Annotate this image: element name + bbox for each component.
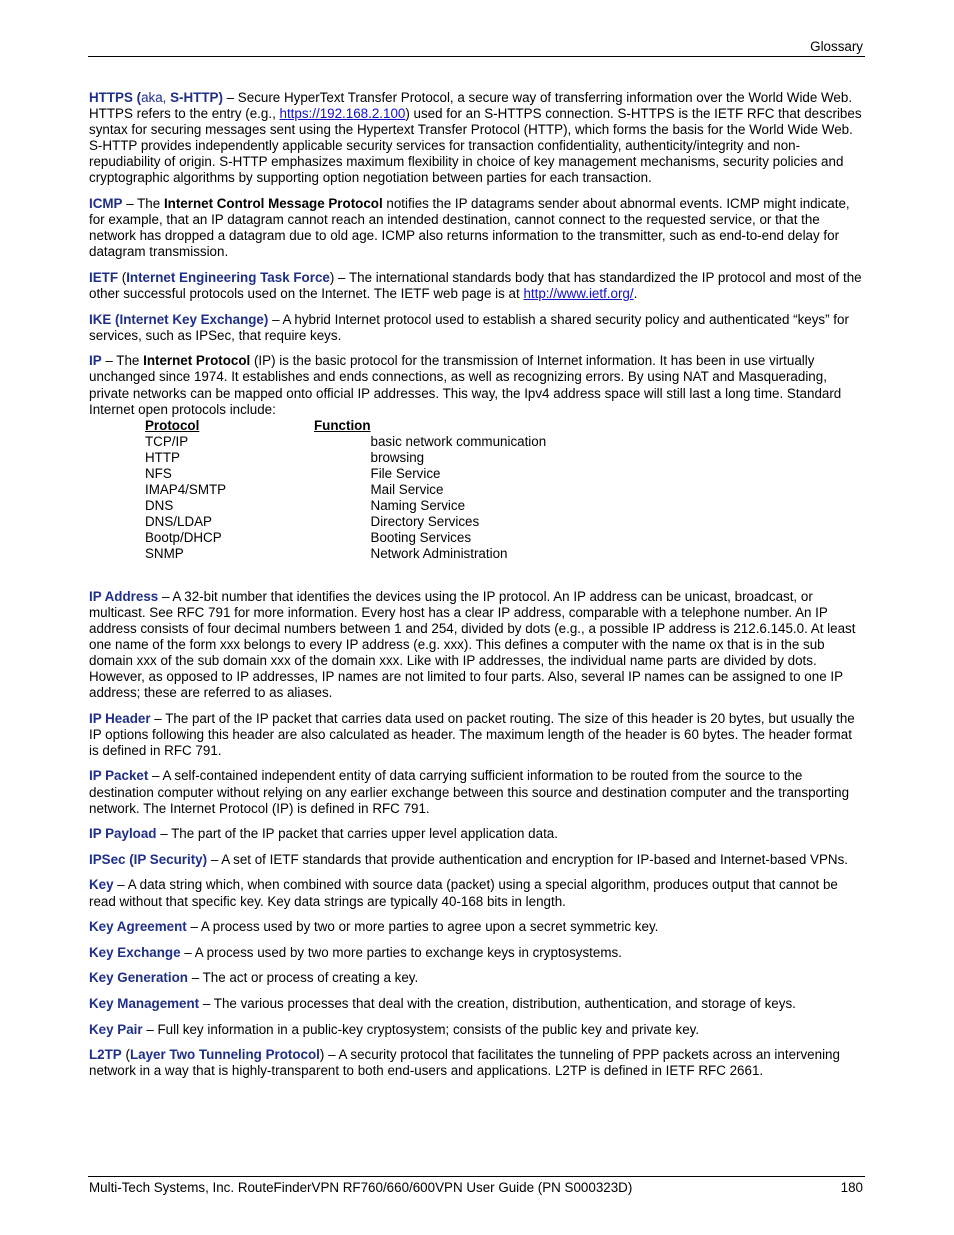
term-key-management: Key Management bbox=[89, 995, 200, 1011]
entry-key-generation bbox=[89, 970, 865, 986]
entry-icmp bbox=[89, 196, 865, 260]
icmp-full-name: Internet Control Message Protocol bbox=[163, 196, 383, 212]
col-header-spacer bbox=[371, 418, 547, 434]
definition-text: – The part of the IP packet that carries data used on packet routing. The size of this header is 20 bytes, but usually the IP options following this header are also calculated as header. The maximum length of the header is 60 bytes. The header format is defined in RFC 791. bbox=[89, 710, 855, 758]
col-header-function: Function bbox=[314, 417, 371, 433]
term-ipsec: IPSec (IP Security) bbox=[89, 851, 208, 867]
https-example-link[interactable]: https://192.168.2.100 bbox=[279, 106, 406, 122]
term-https: HTTPS ( bbox=[89, 90, 142, 105]
protocol-cell: DNS bbox=[145, 498, 174, 514]
definition-text: notifies the IP datagrams sender about abnormal events. ICMP might indicate, for example, that an IP datagram cannot reach an intended destination, cannot connect to the requested service, or that the network has dropped a datagram due to old age. ICMP also returns information to the transmitter, such as end-to-end delay for datagram transmission. bbox=[89, 196, 850, 260]
protocol-cell: NFS bbox=[145, 465, 172, 481]
term-key-generation: Key Generation bbox=[89, 970, 188, 986]
table-row bbox=[145, 482, 546, 498]
entry-ip-header bbox=[89, 711, 865, 759]
definition-text: – A hybrid Internet protocol used to establish a shared security policy and authenticated “keys” for services, such as IPSec, that require keys. bbox=[89, 311, 849, 343]
definition-text: ) – The international standards body that has standardized the IP protocol and most of the other successful protocols used on the Internet. The IETF web page is at bbox=[89, 269, 862, 302]
paren-text: ( bbox=[118, 269, 127, 285]
table-row bbox=[145, 466, 546, 482]
definition-text: – Secure HyperText Transfer Protocol, a secure way of transferring information over the World Wide Web. HTTPS refers to the entry (e.g., bbox=[89, 90, 853, 122]
definition-text: (IP) is the basic protocol for the transmission of Internet information. It has been in use virtually unchanged since 1974. It establishes and ends connections, as well as recognizing errors. By using NAT and Masquerading, private networks can be mapped onto official IP addresses. This way, the Ipv4 address space will still last a long time. Standard Internet open protocols include: bbox=[89, 353, 842, 417]
term-ip-address: IP Address bbox=[89, 588, 159, 604]
definition-text: – A data string which, when combined with source data (packet) using a special algorithm, produces output that cannot be read without that specific key. Key data strings are typically 40-168 bits in length. bbox=[89, 877, 838, 909]
entry-key bbox=[89, 877, 865, 909]
term-icmp: ICMP bbox=[89, 196, 123, 212]
definition-text: ) used for an S-HTTPS connection. S-HTTPS is the IETF RFC that describes syntax for securing messages sent using the Hypertext Transfer Protocol (HTTP), which forms the basis for the World Wide Web. S-HTTP provides independently applicable security services for transaction confidentiality, authenticity/integrity and non-repudiability of origin. S-HTTP emphasizes maximum flexibility in choice of key management mechanisms, security policies and cryptographic algorithms by supporting option negotiation between parties for each transaction. bbox=[89, 106, 862, 186]
entry-ike bbox=[89, 312, 865, 344]
protocol-cell: SNMP bbox=[145, 546, 184, 562]
protocol-cell: IMAP4/SMTP bbox=[145, 482, 227, 498]
page-footer bbox=[88, 1176, 865, 1195]
footer-document-title: Multi-Tech Systems, Inc. RouteFinderVPN RF760/660/600VPN User Guide (PN S000323D) bbox=[89, 1180, 633, 1195]
aka-text: aka, bbox=[141, 90, 171, 105]
table-header-row bbox=[145, 418, 546, 434]
entry-key-exchange bbox=[89, 945, 865, 961]
table-row bbox=[145, 450, 546, 466]
definition-text: . bbox=[633, 286, 638, 302]
entry-https bbox=[89, 90, 865, 187]
term-key-agreement: Key Agreement bbox=[89, 919, 187, 935]
definition-text: ) – A security protocol that facilitates the tunneling of PPP packets across an intervening network in a way that is highly-transparent to both end-users and applications. L2TP is defined in IETF RFC 2661. bbox=[89, 1047, 840, 1079]
term-ip-payload: IP Payload bbox=[89, 826, 157, 842]
term-key-exchange: Key Exchange bbox=[89, 944, 181, 960]
table-row bbox=[145, 530, 546, 546]
definition-text: – Full key information in a public-key cryptosystem; consists of the public key and private key. bbox=[142, 1021, 700, 1037]
l2tp-full-name: Layer Two Tunneling Protocol bbox=[129, 1047, 320, 1063]
term-ike: IKE (Internet Key Exchange) bbox=[89, 311, 269, 327]
ip-full-name: Internet Protocol bbox=[143, 353, 251, 369]
entry-key-agreement bbox=[89, 919, 865, 935]
ietf-full-name: Internet Engineering Task Force bbox=[126, 269, 330, 285]
definition-text: – The act or process of creating a key. bbox=[187, 970, 419, 986]
function-cell: Naming Service bbox=[370, 498, 466, 514]
protocol-cell: HTTP bbox=[145, 449, 180, 465]
paren-text: ( bbox=[121, 1047, 130, 1063]
term-l2tp: L2TP bbox=[89, 1047, 122, 1063]
definition-text: – A self-contained independent entity of data carrying sufficient information to be routed from the source to the destination computer without relying on any earlier exchange between this source and destination computer and the transporting network. The Internet Protocol (IP) is defined in RFC 791. bbox=[89, 768, 850, 816]
table-row bbox=[145, 546, 546, 562]
definition-text: – A process used by two or more parties to agree upon a secret symmetric key. bbox=[186, 919, 659, 935]
definition-text: – A 32-bit number that identifies the devices using the IP protocol. An IP address can be unicast, broadcast, or multicast. See RFC 791 for more information. Every host has a clear IP address, comparable with a telephone number. An IP address consists of four decimal numbers between 1 and 254, divided by dots (e.g., a possible IP address is 212.6.145.0. At least one name of the form xxx belongs to every IP address (e.g. xxx). This defines a computer with the name ox that is in the sub domain xxx of the sub domain xxx of the domain xxx. Like with IP addresses, the individual name parts are divided by dots. However, as opposed to IP addresses, IP names are not limited to four parts. Also, several IP names can be assigned to one IP address; these are referred to as aliases. bbox=[89, 588, 856, 701]
definition-text: – A set of IETF standards that provide authentication and encryption for IP-based and Internet-based VPNs. bbox=[207, 851, 848, 867]
term-key: Key bbox=[89, 877, 114, 893]
table-row bbox=[145, 434, 546, 450]
protocol-cell: TCP/IP bbox=[145, 433, 189, 449]
definition-text: – A process used by two more parties to exchange keys in cryptosystems. bbox=[180, 944, 622, 960]
term-ietf: IETF bbox=[89, 269, 119, 285]
function-cell: File Service bbox=[370, 465, 441, 481]
function-cell: basic network communication bbox=[370, 433, 547, 449]
table-row bbox=[145, 514, 546, 530]
entry-key-management bbox=[89, 996, 865, 1012]
definition-text: – The various processes that deal with the creation, distribution, authentication, and storage of keys. bbox=[199, 995, 796, 1011]
entry-ip bbox=[89, 353, 865, 562]
entry-ip-address bbox=[89, 589, 865, 702]
term-ip-packet: IP Packet bbox=[89, 768, 149, 784]
term-ip: IP bbox=[89, 353, 102, 369]
entry-key-pair bbox=[89, 1022, 865, 1038]
table-row bbox=[145, 498, 546, 514]
protocol-cell: DNS/LDAP bbox=[145, 514, 212, 530]
page-number: 180 bbox=[840, 1180, 863, 1195]
function-cell: Booting Services bbox=[370, 530, 472, 546]
function-cell: Network Administration bbox=[370, 546, 508, 562]
section-title: Glossary bbox=[810, 39, 863, 54]
function-cell: Directory Services bbox=[370, 514, 480, 530]
definition-text: – The part of the IP packet that carries upper level application data. bbox=[156, 826, 558, 842]
entry-ipsec bbox=[89, 852, 865, 868]
definition-text: – The bbox=[101, 353, 144, 369]
page-header bbox=[88, 38, 865, 57]
term-s-http: S-HTTP) bbox=[170, 90, 223, 105]
function-cell: Mail Service bbox=[370, 482, 444, 498]
definition-text: – The bbox=[122, 196, 164, 212]
entry-l2tp bbox=[89, 1047, 865, 1079]
ietf-web-link[interactable]: http://www.ietf.org/ bbox=[523, 286, 634, 302]
function-cell: browsing bbox=[370, 449, 425, 465]
term-key-pair: Key Pair bbox=[89, 1021, 143, 1037]
col-header-protocol: Protocol bbox=[145, 417, 200, 433]
glossary-content bbox=[89, 90, 865, 1089]
entry-ip-packet bbox=[89, 768, 865, 816]
protocol-cell: Bootp/DHCP bbox=[145, 530, 222, 546]
protocol-table bbox=[145, 418, 546, 563]
term-ip-header: IP Header bbox=[89, 710, 151, 726]
entry-ietf bbox=[89, 270, 865, 302]
entry-ip-payload bbox=[89, 826, 865, 842]
